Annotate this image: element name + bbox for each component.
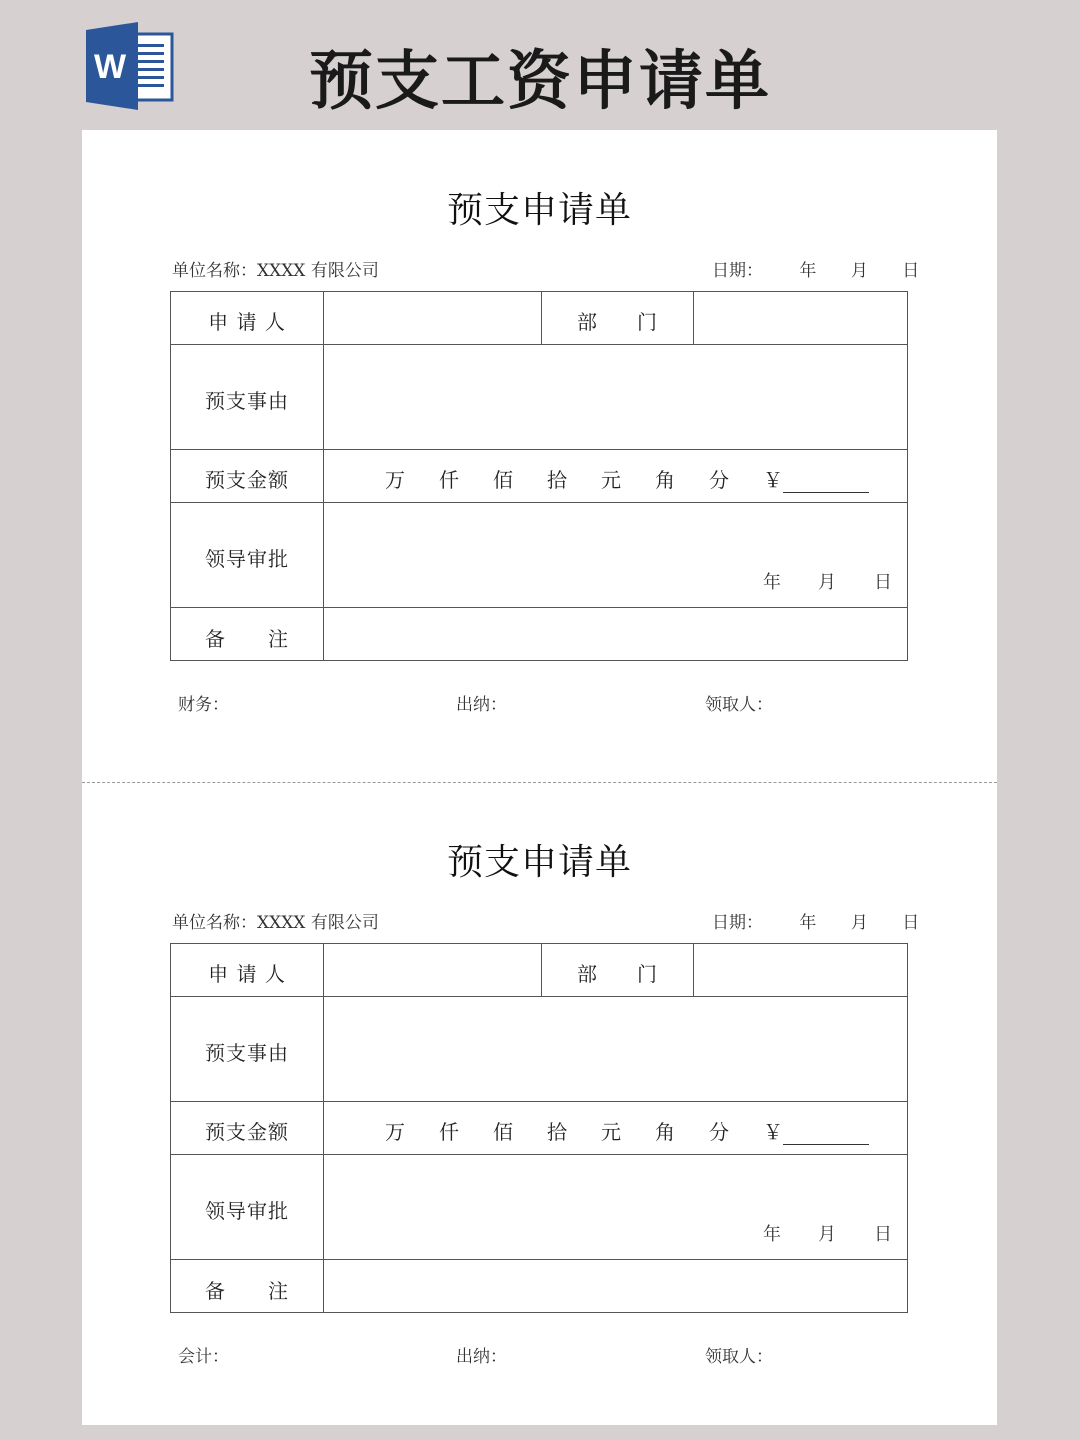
department-label: 部 门	[577, 310, 657, 334]
currency-symbol: ￥	[763, 468, 783, 492]
amount-label: 预支金额	[205, 1120, 289, 1144]
amount-label: 预支金额	[205, 468, 289, 492]
unit-jiao: 角	[655, 1120, 675, 1144]
reason-label: 预支事由	[205, 1041, 289, 1065]
form-table	[170, 943, 908, 1313]
approval-year: 年	[763, 572, 781, 593]
form-table	[170, 291, 908, 661]
reason-label: 预支事由	[205, 389, 289, 413]
amount-blank-line	[783, 474, 869, 493]
month-label: 月	[850, 261, 868, 281]
date-label: 日期：	[712, 913, 763, 933]
unit-bai: 佰	[493, 1120, 513, 1144]
cashier-signature-label: 出纳：	[456, 695, 507, 715]
year-label: 年	[799, 261, 817, 281]
currency-field	[763, 464, 869, 493]
unit-shi: 拾	[547, 468, 567, 492]
page-header	[0, 0, 1080, 130]
company-name: 单位名称：XXXX 有限公司	[172, 261, 379, 281]
date-label: 日期：	[712, 261, 763, 281]
unit-qian: 仟	[439, 468, 459, 492]
year-label: 年	[799, 913, 817, 933]
cashier-signature-label: 出纳：	[456, 1347, 507, 1367]
date-line	[712, 256, 919, 281]
advance-form-1	[82, 130, 997, 770]
note-label: 备 注	[205, 627, 289, 651]
currency-symbol: ￥	[763, 1120, 783, 1144]
approval-label: 领导审批	[205, 1199, 289, 1223]
recipient-signature-label: 领取人：	[705, 1347, 773, 1367]
amount-units	[323, 1116, 909, 1146]
unit-fen: 分	[709, 1120, 729, 1144]
svg-text:W: W	[93, 48, 127, 86]
note-label: 备 注	[205, 1279, 289, 1303]
page-title: 预支工资申请单	[309, 45, 771, 119]
currency-field	[763, 1116, 869, 1145]
approval-day: 日	[874, 1224, 892, 1245]
unit-wan: 万	[385, 468, 405, 492]
amount-units	[323, 464, 909, 494]
unit-shi: 拾	[547, 1120, 567, 1144]
approval-year: 年	[763, 1224, 781, 1245]
approval-label: 领导审批	[205, 547, 289, 571]
document-paper	[82, 130, 997, 1425]
unit-fen: 分	[709, 468, 729, 492]
advance-form-2	[82, 782, 997, 1422]
unit-wan: 万	[385, 1120, 405, 1144]
accountant-signature-label: 会计：	[178, 1347, 229, 1367]
date-line	[712, 908, 919, 933]
unit-jiao: 角	[655, 468, 675, 492]
amount-blank-line	[783, 1126, 869, 1145]
approval-month: 月	[818, 572, 836, 593]
day-label: 日	[902, 261, 920, 281]
department-label: 部 门	[577, 962, 657, 986]
month-label: 月	[850, 913, 868, 933]
form-title: 预支申请单	[446, 190, 632, 231]
company-name: 单位名称：XXXX 有限公司	[172, 913, 379, 933]
approval-day: 日	[874, 572, 892, 593]
unit-bai: 佰	[493, 468, 513, 492]
applicant-label: 申 请 人	[208, 962, 286, 986]
unit-yuan: 元	[601, 1120, 621, 1144]
unit-yuan: 元	[601, 468, 621, 492]
recipient-signature-label: 领取人：	[705, 695, 773, 715]
applicant-label: 申 请 人	[208, 310, 286, 334]
finance-signature-label: 财务：	[178, 695, 229, 715]
unit-qian: 仟	[439, 1120, 459, 1144]
approval-month: 月	[818, 1224, 836, 1245]
form-title: 预支申请单	[446, 842, 632, 883]
day-label: 日	[902, 913, 920, 933]
